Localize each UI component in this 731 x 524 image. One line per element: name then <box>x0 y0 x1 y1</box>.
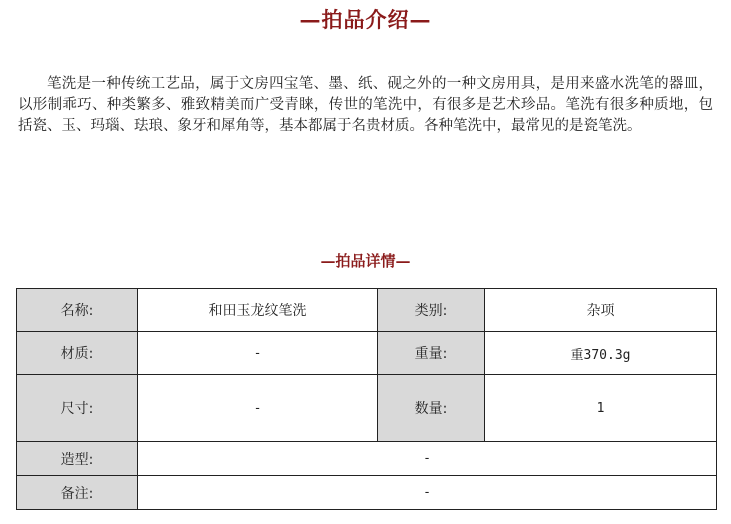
table-row-material <box>17 332 717 375</box>
size-value: - <box>138 375 378 442</box>
page-title: —拍品介绍— <box>299 7 432 32</box>
material-label: 材质: <box>17 332 138 375</box>
quantity-value: 1 <box>485 375 717 442</box>
shape-label: 造型: <box>17 442 138 476</box>
table-row-name <box>17 289 717 332</box>
material-value: - <box>138 332 378 375</box>
remark-label: 备注: <box>17 476 138 510</box>
category-value: 杂项 <box>485 289 717 332</box>
category-label: 类别: <box>378 289 485 332</box>
name-label: 名称: <box>17 289 138 332</box>
table-row-size <box>17 375 717 442</box>
table-row-remark <box>17 476 717 510</box>
name-value: 和田玉龙纹笔洗 <box>138 289 378 332</box>
details-title: —拍品详情— <box>320 252 411 270</box>
weight-label: 重量: <box>378 332 485 375</box>
table-row-shape <box>17 442 717 476</box>
details-table <box>16 288 717 510</box>
intro-paragraph: 笔洗是一种传统工艺品，属于文房四宝笔、墨、纸、砚之外的一种文房用具，是用来盛水洗笔的器皿，以形制乖巧、种类繁多、雅致精美而广受青睐，传世的笔洗中，有很多是艺术珍品。笔洗有很多种质地，包括瓷、玉、玛瑙、珐琅、象牙和犀角等，基本都属于名贵材质。各种笔洗中，最常见的是瓷笔洗。 <box>18 76 713 134</box>
shape-value: - <box>138 442 717 476</box>
remark-value: - <box>138 476 717 510</box>
size-label: 尺寸: <box>17 375 138 442</box>
quantity-label: 数量: <box>378 375 485 442</box>
weight-value: 重370.3g <box>485 332 717 375</box>
